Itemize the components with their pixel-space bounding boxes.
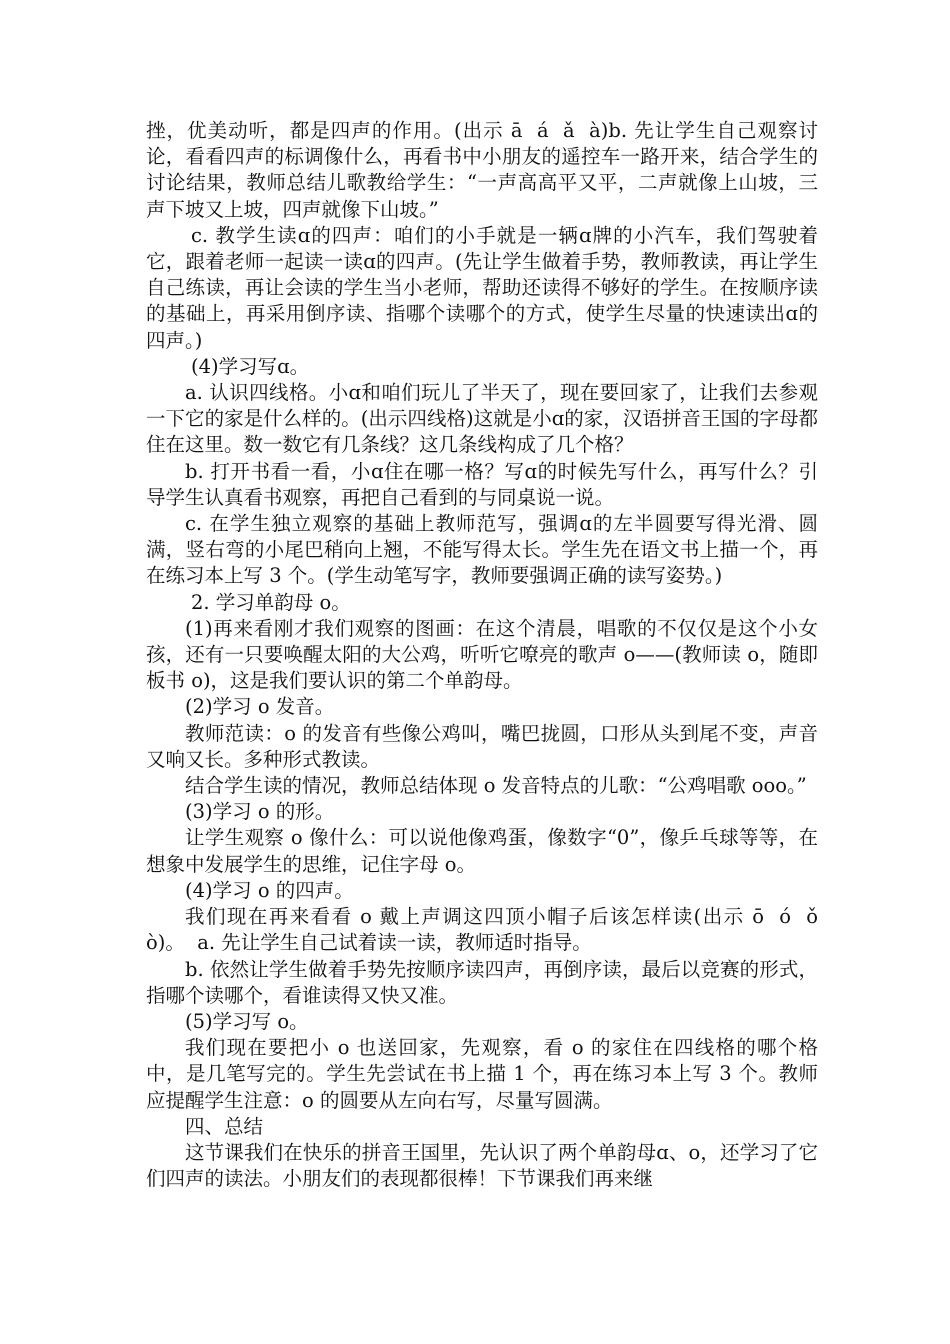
paragraph-o-order-reading: b. 依然让学生做着手势先按顺序读四声，再倒序读，最后以竞赛的形式，指哪个读哪个，看谁读得又快又准。 [146,957,818,1007]
heading-write-o: (5)学习写 o。 [185,1009,309,1033]
heading-learn-o: 2. 学习单韵母 o。 [191,590,351,614]
paragraph-tone-chant: 挫，优美动听，都是四声的作用。(出示 ā á ǎ à)b. 先让学生自己观察讨论，看看四声的标调像什么，再看书中小朋友的遥控车一路开来，结合学生的讨论结果，教师总结儿歌教给学生：“一声高高平又平，二声就像上山坡，三声下坡又上坡，四声就像下山坡。” [146,119,818,221]
paragraph-o-chant: 结合学生读的情况，教师总结体现 o 发音特点的儿歌：“公鸡唱歌 ooo。” [185,774,807,798]
paragraph-four-line-grid: a. 认识四线格。小ɑ和咱们玩儿了半天了，现在要回家了，让我们去参观一下它的家是什么样的。(出示四线格)这就是小ɑ的家，汉语拼音王国的字母都住在这里。数一数它有几条线？这几条线构成了几个格？ [146,381,818,457]
heading-o-pronunciation: (2)学习 o 发音。 [185,695,335,719]
paragraph-teacher-demo: c. 在学生独立观察的基础上教师范写，强调ɑ的左半圆要写得光滑、圆满，竖右弯的小尾巴稍向上翘，不能写得太长。学生先在语文书上描一个，再在练习本上写 3 个。(学生动笔写字，教师要强调正确的读写姿势。) [146,512,818,588]
heading-o-tones: (4)学习 o 的四声。 [185,878,354,902]
paragraph-open-book: b. 打开书看一看，小ɑ住在哪一格？写ɑ的时候先写什么，再写什么？引导学生认真看书观察，再把自己看到的与同桌说一说。 [146,459,818,509]
paragraph-teach-a-tones: c. 教学生读ɑ的四声：咱们的小手就是一辆ɑ牌的小汽车，我们驾驶着它，跟着老师一起读一读ɑ的四声。(先让学生做着手势，教师教读，再让学生自己练读，再让会读的学生当小老师，帮助还读得不够好的学生。在按顺序读的基础上，再采用倒序读、指哪个读哪个的方式，使学生尽量的快速读出ɑ的四声。) [146,223,818,352]
paragraph-summary: 这节课我们在快乐的拼音王国里，先认识了两个单韵母ɑ、o，还学习了它们四声的读法。小朋友们的表现都很棒！下节课我们再来继 [146,1140,818,1191]
document-body [146,118,831,1192]
paragraph-teacher-reads-o: 教师范读：o 的发音有些像公鸡叫，嘴巴拢圆，口形从头到尾不变，声音又响又长。多种形式教读。 [146,721,818,771]
paragraph-rooster-picture: (1)再来看刚才我们观察的图画：在这个清晨，唱歌的不仅仅是这个小女孩，还有一只要唤醒太阳的大公鸡，听听它嘹亮的歌声 o——(教师读 o，随即板书 o)，这是我们要认识的第二个单韵母。 [146,616,818,693]
heading-o-shape: (3)学习 o 的形。 [185,800,335,824]
heading-write-a: (4)学习写ɑ。 [191,354,310,378]
paragraph-o-writing: 我们现在要把小 o 也送回家，先观察，看 o 的家住在四线格的哪个格中，是几笔写完的。学生先尝试在书上描 1 个，再在练习本上写 3 个。教师应提醒学生注意：o 的圆要从左向右写，尽量写圆满。 [146,1036,818,1112]
heading-summary: 四、总结 [185,1114,264,1138]
paragraph-o-looks-like: 让学生观察 o 像什么：可以说他像鸡蛋，像数字“0”，像乒乓球等等，在想象中发展学生的思维，记住字母 o。 [146,826,818,876]
paragraph-o-tone-marks: 我们现在再来看看 o 戴上声调这四顶小帽子后该怎样读(出示 ō ó ǒ ò)。 a. 先让学生自己试着读一读，教师适时指导。 [146,905,831,955]
